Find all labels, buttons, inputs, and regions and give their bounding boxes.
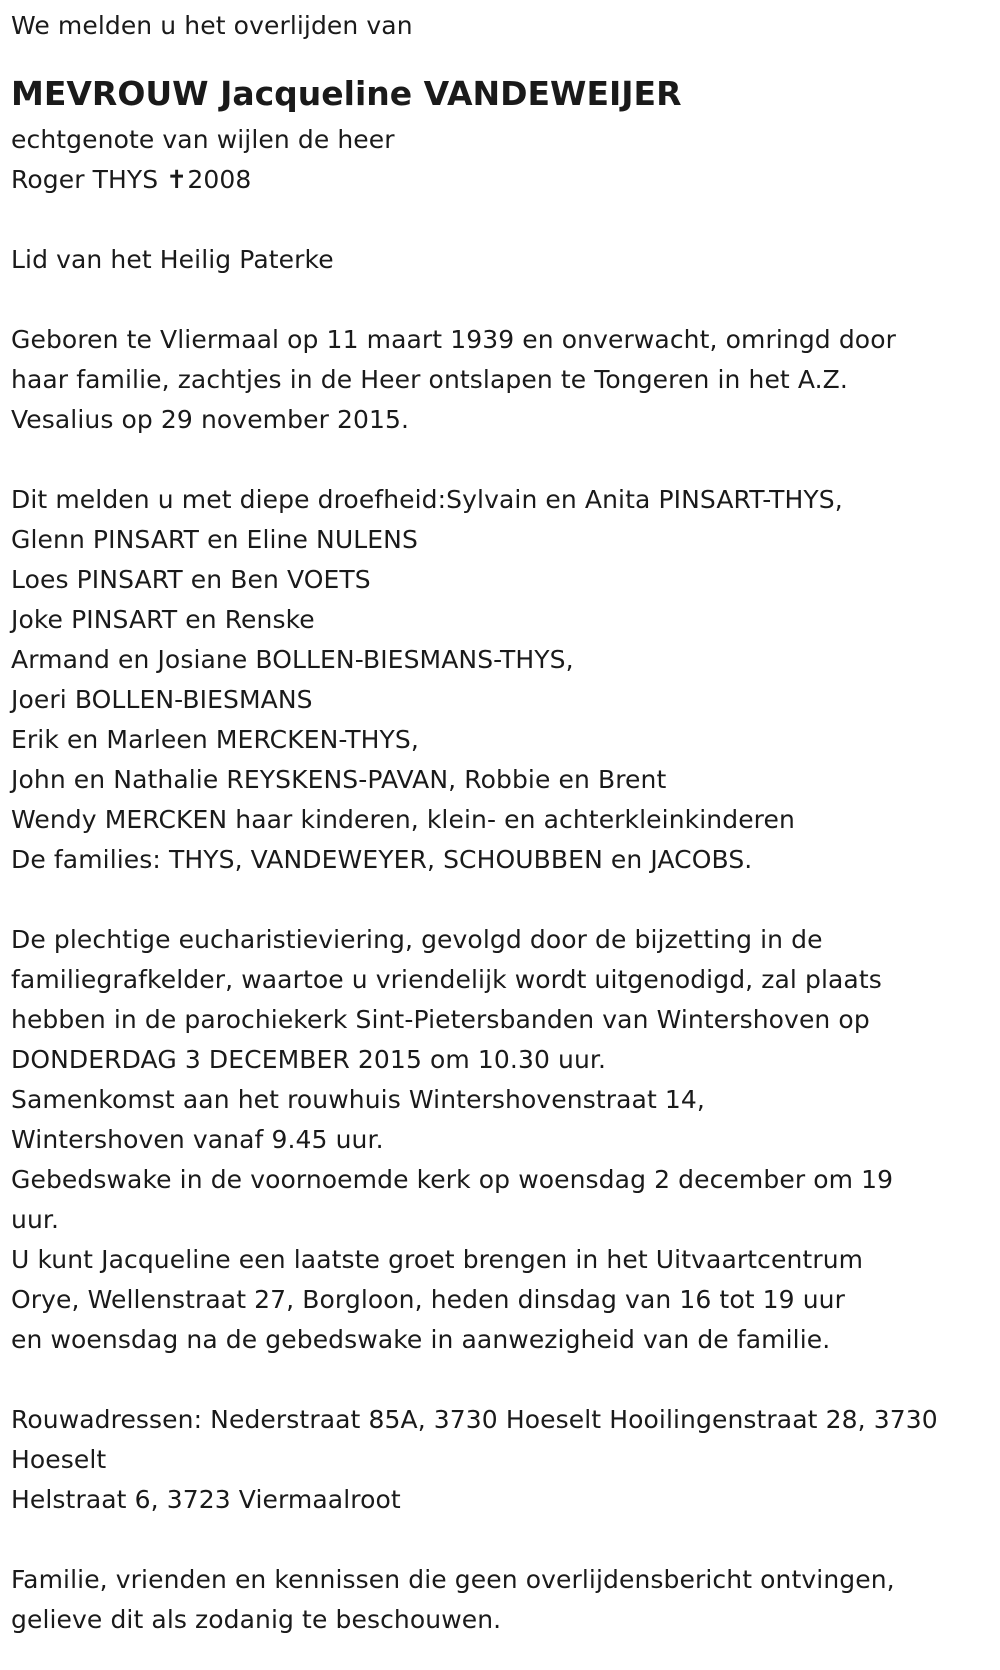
ceremony-line: Samenkomst aan het rouwhuis Wintershovenstraat 14,	[11, 1085, 705, 1114]
paragraph-line: haar familie, zachtjes in de Heer ontslapen te Tongeren in het A.Z.	[11, 365, 848, 394]
family-line: John en Nathalie REYSKENS-PAVAN, Robbie en Brent	[11, 765, 667, 794]
family-line: Dit melden u met diepe droefheid:Sylvain en Anita PINSART-THYS,	[11, 485, 843, 514]
ceremony-paragraph	[11, 920, 990, 1360]
spouse-line-2: Roger THYS ✝2008	[11, 165, 252, 194]
family-line: Loes PINSART en Ben VOETS	[11, 565, 371, 594]
family-line: Wendy MERCKEN haar kinderen, klein- en achterkleinkinderen	[11, 805, 795, 834]
closing-paragraph	[11, 1560, 990, 1640]
closing-line: Familie, vrienden en kennissen die geen overlijdensbericht ontvingen,	[11, 1565, 895, 1594]
family-line: Joeri BOLLEN-BIESMANS	[11, 685, 313, 714]
paragraph-line: Vesalius op 29 november 2015.	[11, 405, 410, 434]
family-line: Joke PINSART en Renske	[11, 605, 315, 634]
ceremony-line: Wintershoven vanaf 9.45 uur.	[11, 1125, 384, 1154]
ceremony-line: en woensdag na de gebedswake in aanwezigheid van de familie.	[11, 1325, 831, 1354]
ceremony-line: Gebedswake in de voornoemde kerk op woensdag 2 december om 19	[11, 1165, 894, 1194]
ceremony-line: hebben in de parochiekerk Sint-Pietersbanden van Wintershoven op	[11, 1005, 870, 1034]
ceremony-line: U kunt Jacqueline een laatste groet brengen in het Uitvaartcentrum	[11, 1245, 864, 1274]
address-line: Hoeselt	[11, 1445, 107, 1474]
family-list	[11, 480, 990, 880]
family-line: Glenn PINSART en Eline NULENS	[11, 525, 418, 554]
intro-text: We melden u het overlijden van	[11, 11, 413, 40]
ceremony-line: De plechtige eucharistieviering, gevolgd door de bijzetting in de	[11, 925, 823, 954]
family-line: Erik en Marleen MERCKEN-THYS,	[11, 725, 419, 754]
deceased-name: MEVROUW Jacqueline VANDEWEIJER	[11, 74, 682, 113]
spacer	[11, 440, 990, 480]
paragraph-line: Geboren te Vliermaal op 11 maart 1939 en onverwacht, omringd door	[11, 325, 896, 354]
membership-text: Lid van het Heilig Paterke	[11, 245, 334, 274]
spacer	[11, 1520, 990, 1560]
spacer	[11, 1360, 990, 1400]
spacer	[11, 200, 990, 240]
birth-death-paragraph	[11, 320, 990, 440]
family-line: De families: THYS, VANDEWEYER, SCHOUBBEN en JACOBS.	[11, 845, 753, 874]
ceremony-line: uur.	[11, 1205, 60, 1234]
family-line: Armand en Josiane BOLLEN-BIESMANS-THYS,	[11, 645, 574, 674]
ceremony-line: DONDERDAG 3 DECEMBER 2015 om 10.30 uur.	[11, 1045, 607, 1074]
spacer	[11, 280, 990, 320]
addresses-paragraph	[11, 1400, 990, 1520]
spouse-line-1: echtgenote van wijlen de heer	[11, 125, 395, 154]
ceremony-line: Orye, Wellenstraat 27, Borgloon, heden dinsdag van 16 tot 19 uur	[11, 1285, 845, 1314]
closing-line: gelieve dit als zodanig te beschouwen.	[11, 1605, 502, 1634]
ceremony-line: familiegrafkelder, waartoe u vriendelijk wordt uitgenodigd, zal plaats	[11, 965, 882, 994]
address-line: Rouwadressen: Nederstraat 85A, 3730 Hoeselt Hooilingenstraat 28, 3730	[11, 1405, 938, 1434]
address-line: Helstraat 6, 3723 Viermaalroot	[11, 1485, 401, 1514]
spacer	[11, 880, 990, 920]
